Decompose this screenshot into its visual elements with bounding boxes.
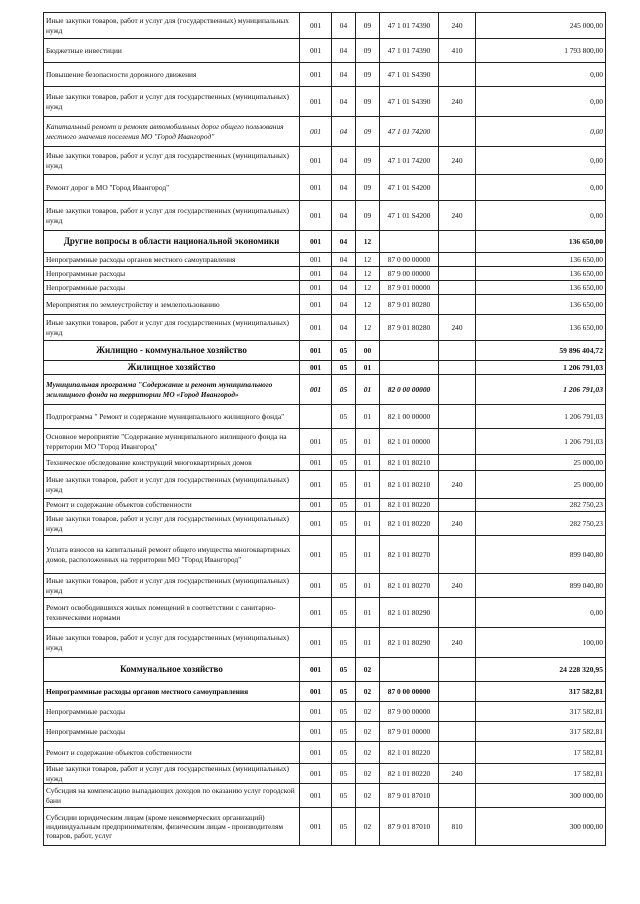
amount-cell: 300 000,00 xyxy=(476,808,606,846)
row-name-cell: Уплата взносов на капитальный ремонт общего имущества многоквартирных домов, расположенных на территории МО "Город Ивангород" xyxy=(44,536,300,574)
section-code-cell: 04 xyxy=(332,147,356,175)
amount-cell: 136 650,00 xyxy=(476,295,606,315)
table-row xyxy=(44,295,606,315)
expense-type-cell xyxy=(439,499,476,512)
table-row xyxy=(44,87,606,117)
amount-cell: 0,00 xyxy=(476,201,606,231)
expense-type-cell xyxy=(439,658,476,682)
budget-table-page xyxy=(43,12,605,846)
target-article-cell: 87 9 01 80280 xyxy=(380,295,439,315)
amount-cell: 282 750,23 xyxy=(476,512,606,536)
section-code-cell: 05 xyxy=(332,499,356,512)
table-row xyxy=(44,39,606,63)
expense-type-cell xyxy=(439,175,476,201)
amount-cell: 59 896 404,72 xyxy=(476,341,606,361)
amount-cell: 136 650,00 xyxy=(476,315,606,341)
row-name-cell: Ремонт и содержание объектов собственности xyxy=(44,499,300,512)
expense-type-cell xyxy=(439,455,476,471)
target-article-cell: 87 9 01 87010 xyxy=(380,808,439,846)
target-article-cell: 47 1 01 S4200 xyxy=(380,175,439,201)
subsection-code-cell: 01 xyxy=(356,499,380,512)
subsection-code-cell: 01 xyxy=(356,598,380,628)
expense-type-cell xyxy=(439,361,476,375)
expense-type-cell xyxy=(439,295,476,315)
target-article-cell: 47 1 01 S4390 xyxy=(380,63,439,87)
grbs-code-cell: 001 xyxy=(300,201,332,231)
row-name-cell: Жилищное хозяйство xyxy=(44,361,300,375)
section-code-cell: 05 xyxy=(332,598,356,628)
row-name-cell: Бюджетные инвестиции xyxy=(44,39,300,63)
expense-type-cell xyxy=(439,598,476,628)
grbs-code-cell: 001 xyxy=(300,253,332,267)
section-code-cell: 05 xyxy=(332,341,356,361)
subsection-code-cell: 12 xyxy=(356,295,380,315)
grbs-code-cell: 001 xyxy=(300,808,332,846)
subsection-code-cell: 12 xyxy=(356,281,380,295)
row-name-cell: Непрограммные расходы органов местного самоуправления xyxy=(44,253,300,267)
expense-type-cell xyxy=(439,231,476,253)
target-article-cell: 87 0 00 00000 xyxy=(380,253,439,267)
grbs-code-cell: 001 xyxy=(300,375,332,405)
table-row xyxy=(44,341,606,361)
amount-cell: 136 650,00 xyxy=(476,267,606,281)
row-name-cell: Непрограммные расходы xyxy=(44,267,300,281)
expense-type-cell xyxy=(439,267,476,281)
section-code-cell: 05 xyxy=(332,429,356,455)
row-name-cell: Мероприятия по землеустройству и землепользованию xyxy=(44,295,300,315)
row-name-cell: Коммунальное хозяйство xyxy=(44,658,300,682)
section-code-cell: 05 xyxy=(332,764,356,784)
expense-type-cell: 240 xyxy=(439,315,476,341)
section-code-cell: 05 xyxy=(332,742,356,764)
grbs-code-cell: 001 xyxy=(300,682,332,702)
amount-cell: 17 582,81 xyxy=(476,742,606,764)
subsection-code-cell: 02 xyxy=(356,722,380,742)
subsection-code-cell: 01 xyxy=(356,536,380,574)
section-code-cell: 04 xyxy=(332,281,356,295)
table-row xyxy=(44,281,606,295)
grbs-code-cell: 001 xyxy=(300,628,332,658)
row-name-cell: Иные закупки товаров, работ и услуг для государственных (муниципальных) нужд xyxy=(44,764,300,784)
grbs-code-cell: 001 xyxy=(300,341,332,361)
expense-type-cell: 240 xyxy=(439,574,476,598)
section-code-cell: 04 xyxy=(332,175,356,201)
target-article-cell: 82 0 00 00000 xyxy=(380,375,439,405)
amount-cell: 1 793 800,00 xyxy=(476,39,606,63)
amount-cell: 899 040,80 xyxy=(476,574,606,598)
grbs-code-cell: 001 xyxy=(300,512,332,536)
grbs-code-cell: 001 xyxy=(300,117,332,147)
grbs-code-cell: 001 xyxy=(300,281,332,295)
section-code-cell: 05 xyxy=(332,455,356,471)
table-row xyxy=(44,784,606,808)
expense-type-cell: 240 xyxy=(439,13,476,39)
table-row xyxy=(44,628,606,658)
target-article-cell: 82 1 00 00000 xyxy=(380,405,439,429)
table-row xyxy=(44,231,606,253)
target-article-cell: 47 1 01 S4390 xyxy=(380,87,439,117)
section-code-cell: 05 xyxy=(332,574,356,598)
target-article-cell: 87 0 00 00000 xyxy=(380,682,439,702)
table-row xyxy=(44,147,606,175)
budget-table-body xyxy=(44,13,606,846)
target-article-cell: 82 1 01 80220 xyxy=(380,742,439,764)
amount-cell: 1 206 791,03 xyxy=(476,361,606,375)
table-row xyxy=(44,175,606,201)
target-article-cell: 87 9 01 87010 xyxy=(380,784,439,808)
row-name-cell: Иные закупки товаров, работ и услуг для государственных (муниципальных) нужд xyxy=(44,512,300,536)
section-code-cell: 04 xyxy=(332,231,356,253)
subsection-code-cell: 01 xyxy=(356,512,380,536)
row-name-cell: Капитальный ремонт и ремонт автомобильных дорог общего пользования местного значения поселения МО "Город Ивангород" xyxy=(44,117,300,147)
amount-cell: 1 206 791,03 xyxy=(476,429,606,455)
expense-type-cell xyxy=(439,536,476,574)
target-article-cell: 82 1 01 80220 xyxy=(380,764,439,784)
subsection-code-cell: 12 xyxy=(356,315,380,341)
grbs-code-cell: 001 xyxy=(300,499,332,512)
table-row xyxy=(44,512,606,536)
subsection-code-cell: 02 xyxy=(356,682,380,702)
grbs-code-cell: 001 xyxy=(300,315,332,341)
target-article-cell: 87 9 01 00000 xyxy=(380,281,439,295)
subsection-code-cell: 02 xyxy=(356,702,380,722)
row-name-cell: Подпрограмма " Ремонт и содержание муниципального жилищного фонда" xyxy=(44,405,300,429)
expense-type-cell: 240 xyxy=(439,87,476,117)
section-code-cell: 04 xyxy=(332,201,356,231)
row-name-cell: Иные закупки товаров, работ и услуг для государственных (муниципальных) нужд xyxy=(44,147,300,175)
subsection-code-cell: 01 xyxy=(356,405,380,429)
table-row xyxy=(44,315,606,341)
section-code-cell: 04 xyxy=(332,295,356,315)
target-article-cell: 87 9 01 80280 xyxy=(380,315,439,341)
row-name-cell: Муниципальная программа "Содержание и ремонт муниципального жилищного фонда на территории МО «Город Ивангород» xyxy=(44,375,300,405)
section-code-cell: 05 xyxy=(332,658,356,682)
expense-type-cell: 240 xyxy=(439,512,476,536)
expense-type-cell xyxy=(439,341,476,361)
amount-cell: 317 582,81 xyxy=(476,722,606,742)
expense-type-cell xyxy=(439,784,476,808)
row-name-cell: Иные закупки товаров, работ и услуг для государственных (муниципальных) нужд xyxy=(44,628,300,658)
section-code-cell: 04 xyxy=(332,267,356,281)
target-article-cell: 82 1 01 80290 xyxy=(380,598,439,628)
subsection-code-cell: 09 xyxy=(356,39,380,63)
amount-cell: 100,00 xyxy=(476,628,606,658)
target-article-cell: 82 1 01 80270 xyxy=(380,536,439,574)
target-article-cell: 87 9 01 00000 xyxy=(380,722,439,742)
subsection-code-cell: 09 xyxy=(356,175,380,201)
subsection-code-cell: 02 xyxy=(356,658,380,682)
subsection-code-cell: 12 xyxy=(356,267,380,281)
target-article-cell: 87 9 00 00000 xyxy=(380,267,439,281)
amount-cell: 245 000,00 xyxy=(476,13,606,39)
table-row xyxy=(44,375,606,405)
grbs-code-cell: 001 xyxy=(300,39,332,63)
row-name-cell: Ремонт дорог в МО "Город Ивангород" xyxy=(44,175,300,201)
subsection-code-cell: 00 xyxy=(356,341,380,361)
subsection-code-cell: 09 xyxy=(356,201,380,231)
grbs-code-cell: 001 xyxy=(300,784,332,808)
row-name-cell: Ремонт освободившихся жилых помещений в соответствии с санитарно-техническими нормами xyxy=(44,598,300,628)
target-article-cell: 47 1 01 74200 xyxy=(380,117,439,147)
grbs-code-cell: 001 xyxy=(300,658,332,682)
row-name-cell: Другие вопросы в области национальной экономики xyxy=(44,231,300,253)
amount-cell: 0,00 xyxy=(476,117,606,147)
table-row xyxy=(44,658,606,682)
subsection-code-cell: 01 xyxy=(356,361,380,375)
amount-cell: 0,00 xyxy=(476,175,606,201)
amount-cell: 899 040,80 xyxy=(476,536,606,574)
expense-type-cell xyxy=(439,682,476,702)
expense-type-cell xyxy=(439,63,476,87)
grbs-code-cell: 001 xyxy=(300,87,332,117)
row-name-cell: Техническое обследование конструкций многоквартирных домов xyxy=(44,455,300,471)
target-article-cell: 87 9 00 00000 xyxy=(380,702,439,722)
table-row xyxy=(44,764,606,784)
subsection-code-cell: 01 xyxy=(356,471,380,499)
grbs-code-cell: 001 xyxy=(300,574,332,598)
amount-cell: 0,00 xyxy=(476,598,606,628)
subsection-code-cell: 09 xyxy=(356,117,380,147)
expense-type-cell xyxy=(439,117,476,147)
table-row xyxy=(44,405,606,429)
grbs-code-cell: 001 xyxy=(300,267,332,281)
table-row xyxy=(44,598,606,628)
subsection-code-cell: 09 xyxy=(356,147,380,175)
subsection-code-cell: 12 xyxy=(356,231,380,253)
grbs-code-cell: 001 xyxy=(300,295,332,315)
target-article-cell xyxy=(380,341,439,361)
subsection-code-cell: 12 xyxy=(356,253,380,267)
target-article-cell: 82 1 01 80210 xyxy=(380,455,439,471)
table-row xyxy=(44,13,606,39)
section-code-cell: 04 xyxy=(332,315,356,341)
section-code-cell: 05 xyxy=(332,375,356,405)
grbs-code-cell: 001 xyxy=(300,13,332,39)
subsection-code-cell: 01 xyxy=(356,429,380,455)
row-name-cell: Иные закупки товаров, работ и услуг для государственных (муниципальных) нужд xyxy=(44,471,300,499)
section-code-cell: 05 xyxy=(332,471,356,499)
row-name-cell: Непрограммные расходы xyxy=(44,722,300,742)
row-name-cell: Непрограммные расходы xyxy=(44,702,300,722)
grbs-code-cell: 001 xyxy=(300,702,332,722)
target-article-cell: 82 1 01 80220 xyxy=(380,499,439,512)
grbs-code-cell: 001 xyxy=(300,175,332,201)
section-code-cell: 04 xyxy=(332,63,356,87)
section-code-cell: 05 xyxy=(332,405,356,429)
table-row xyxy=(44,253,606,267)
expense-type-cell xyxy=(439,253,476,267)
subsection-code-cell: 02 xyxy=(356,742,380,764)
grbs-code-cell: 001 xyxy=(300,598,332,628)
expense-type-cell: 410 xyxy=(439,39,476,63)
amount-cell: 282 750,23 xyxy=(476,499,606,512)
section-code-cell: 05 xyxy=(332,808,356,846)
subsection-code-cell: 01 xyxy=(356,628,380,658)
target-article-cell: 82 1 01 00000 xyxy=(380,429,439,455)
grbs-code-cell: 001 xyxy=(300,536,332,574)
amount-cell: 136 650,00 xyxy=(476,231,606,253)
row-name-cell: Иные закупки товаров, работ и услуг для (государственных) муниципальных нужд xyxy=(44,13,300,39)
section-code-cell: 05 xyxy=(332,536,356,574)
expense-type-cell: 240 xyxy=(439,147,476,175)
table-row xyxy=(44,117,606,147)
section-code-cell: 05 xyxy=(332,512,356,536)
grbs-code-cell: 001 xyxy=(300,147,332,175)
row-name-cell: Иные закупки товаров, работ и услуг для государственных (муниципальных) нужд xyxy=(44,87,300,117)
table-row xyxy=(44,455,606,471)
section-code-cell: 04 xyxy=(332,13,356,39)
target-article-cell xyxy=(380,361,439,375)
grbs-code-cell: 001 xyxy=(300,361,332,375)
amount-cell: 24 228 320,95 xyxy=(476,658,606,682)
expense-type-cell xyxy=(439,742,476,764)
section-code-cell: 05 xyxy=(332,361,356,375)
target-article-cell: 82 1 01 80210 xyxy=(380,471,439,499)
table-row xyxy=(44,201,606,231)
section-code-cell: 04 xyxy=(332,117,356,147)
row-name-cell: Основное мероприятие "Содержание муниципального жилищного фонда на территории МО "Город Ивангород" xyxy=(44,429,300,455)
expense-type-cell: 240 xyxy=(439,201,476,231)
amount-cell: 17 582,81 xyxy=(476,764,606,784)
subsection-code-cell: 09 xyxy=(356,13,380,39)
grbs-code-cell: 001 xyxy=(300,742,332,764)
expense-type-cell xyxy=(439,429,476,455)
table-row xyxy=(44,63,606,87)
section-code-cell: 05 xyxy=(332,628,356,658)
target-article-cell: 47 1 01 S4200 xyxy=(380,201,439,231)
section-code-cell: 05 xyxy=(332,702,356,722)
target-article-cell: 47 1 01 74200 xyxy=(380,147,439,175)
amount-cell: 0,00 xyxy=(476,87,606,117)
grbs-code-cell: 001 xyxy=(300,764,332,784)
amount-cell: 0,00 xyxy=(476,147,606,175)
row-name-cell: Ремонт и содержание объектов собственности xyxy=(44,742,300,764)
subsection-code-cell: 02 xyxy=(356,764,380,784)
target-article-cell xyxy=(380,231,439,253)
amount-cell: 0,00 xyxy=(476,63,606,87)
row-name-cell: Субсидия на компенсацию выпадающих доходов по оказанию услуг городской бани xyxy=(44,784,300,808)
target-article-cell: 47 1 01 74390 xyxy=(380,13,439,39)
target-article-cell: 82 1 01 80270 xyxy=(380,574,439,598)
expense-type-cell xyxy=(439,405,476,429)
section-code-cell: 04 xyxy=(332,39,356,63)
amount-cell: 317 582,81 xyxy=(476,682,606,702)
table-row xyxy=(44,429,606,455)
grbs-code-cell xyxy=(300,405,332,429)
table-row xyxy=(44,574,606,598)
expense-type-cell: 240 xyxy=(439,628,476,658)
row-name-cell: Жилищно - коммунальное хозяйство xyxy=(44,341,300,361)
expense-type-cell xyxy=(439,722,476,742)
amount-cell: 136 650,00 xyxy=(476,253,606,267)
row-name-cell: Иные закупки товаров, работ и услуг для государственных (муниципальных) нужд xyxy=(44,201,300,231)
amount-cell: 317 582,81 xyxy=(476,702,606,722)
expense-type-cell xyxy=(439,702,476,722)
grbs-code-cell: 001 xyxy=(300,722,332,742)
table-row xyxy=(44,722,606,742)
table-row xyxy=(44,361,606,375)
grbs-code-cell: 001 xyxy=(300,231,332,253)
amount-cell: 1 206 791,03 xyxy=(476,375,606,405)
expense-type-cell: 240 xyxy=(439,764,476,784)
subsection-code-cell: 02 xyxy=(356,784,380,808)
table-row xyxy=(44,499,606,512)
section-code-cell: 04 xyxy=(332,253,356,267)
grbs-code-cell: 001 xyxy=(300,429,332,455)
subsection-code-cell: 02 xyxy=(356,808,380,846)
row-name-cell: Непрограммные расходы xyxy=(44,281,300,295)
table-row xyxy=(44,742,606,764)
amount-cell: 300 000,00 xyxy=(476,784,606,808)
subsection-code-cell: 09 xyxy=(356,63,380,87)
section-code-cell: 05 xyxy=(332,682,356,702)
amount-cell: 136 650,00 xyxy=(476,281,606,295)
target-article-cell: 82 1 01 80220 xyxy=(380,512,439,536)
target-article-cell: 82 1 01 80290 xyxy=(380,628,439,658)
section-code-cell: 04 xyxy=(332,87,356,117)
row-name-cell: Повышение безопасности дорожного движения xyxy=(44,63,300,87)
table-row xyxy=(44,267,606,281)
table-row xyxy=(44,536,606,574)
table-row xyxy=(44,471,606,499)
section-code-cell: 05 xyxy=(332,722,356,742)
amount-cell: 25 000,00 xyxy=(476,471,606,499)
expense-type-cell xyxy=(439,281,476,295)
section-code-cell: 05 xyxy=(332,784,356,808)
subsection-code-cell: 01 xyxy=(356,455,380,471)
expense-type-cell: 240 xyxy=(439,471,476,499)
table-row xyxy=(44,808,606,846)
expense-type-cell xyxy=(439,375,476,405)
target-article-cell: 47 1 01 74390 xyxy=(380,39,439,63)
budget-table xyxy=(43,12,606,846)
row-name-cell: Иные закупки товаров, работ и услуг для государственных (муниципальных) нужд xyxy=(44,315,300,341)
expense-type-cell: 810 xyxy=(439,808,476,846)
table-row xyxy=(44,702,606,722)
amount-cell: 1 206 791,03 xyxy=(476,405,606,429)
subsection-code-cell: 01 xyxy=(356,375,380,405)
grbs-code-cell: 001 xyxy=(300,471,332,499)
grbs-code-cell: 001 xyxy=(300,63,332,87)
subsection-code-cell: 09 xyxy=(356,87,380,117)
row-name-cell: Субсидии юридическим лицам (кроме некоммерческих организаций) индивидуальным предпринимателям, физическим лицам - производителям товаров, работ, услуг xyxy=(44,808,300,846)
amount-cell: 25 000,00 xyxy=(476,455,606,471)
table-row xyxy=(44,682,606,702)
row-name-cell: Иные закупки товаров, работ и услуг для государственных (муниципальных) нужд xyxy=(44,574,300,598)
subsection-code-cell: 01 xyxy=(356,574,380,598)
grbs-code-cell: 001 xyxy=(300,455,332,471)
row-name-cell: Непрограммные расходы органов местного самоуправления xyxy=(44,682,300,702)
target-article-cell xyxy=(380,658,439,682)
